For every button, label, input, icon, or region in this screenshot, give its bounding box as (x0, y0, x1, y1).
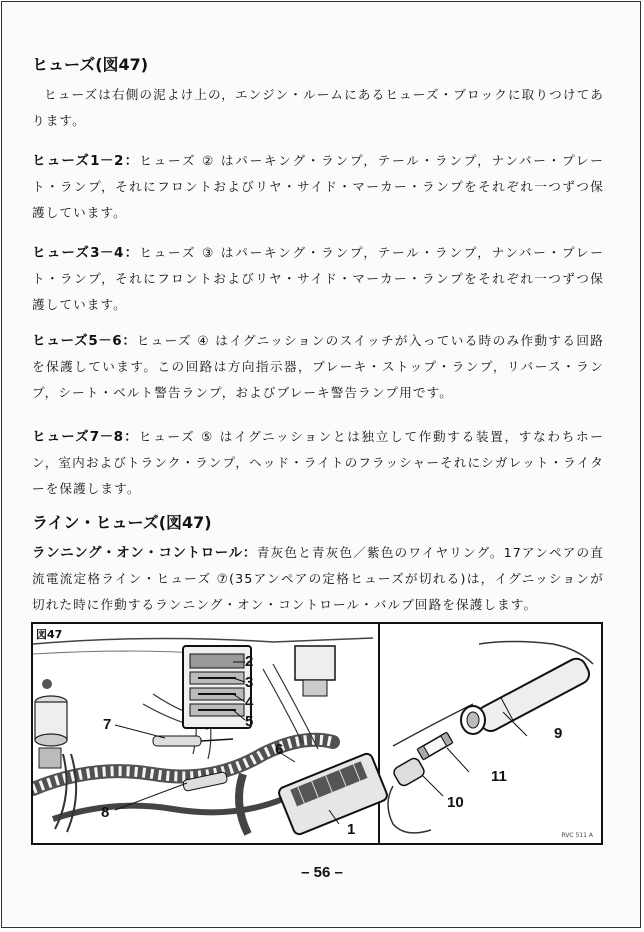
section-heading-line-fuse: ライン・ヒューズ(図47) (32, 513, 212, 532)
callout-4: 4 (245, 694, 254, 711)
line-fuse-paragraph (32, 540, 604, 618)
fuse-item-text: ヒューズ ② はパーキング・ランプ，テール・ランプ，ナンバー・プレート・ランプ，それにフロントおよびリヤ・サイド・マーカー・ランプをそれぞれ一つずつ保護しています。 (32, 153, 604, 220)
line-fuse-label: ランニング・オン・コントロール： (32, 545, 257, 561)
fuse-item-3-4 (32, 240, 604, 318)
figure-47 (31, 622, 603, 845)
figure-label: 図47 (36, 628, 63, 641)
manual-page (1, 1, 641, 928)
fuse-item-label: ヒューズ1－2： (32, 153, 140, 169)
callout-7: 7 (103, 716, 112, 733)
callout-8: 8 (101, 804, 110, 821)
page-number: – 56 – (301, 864, 343, 881)
callout-5: 5 (245, 713, 254, 730)
fuse-item-label: ヒューズ7－8： (32, 429, 139, 445)
fuse-item-text: ヒューズ ⑤ はイグニッションとは独立して作動する装置，すなわちホーン，室内およびトランク・ランプ，ヘッド・ライトのフラッシャーそれにシガレット・ライターを保護します。 (32, 429, 604, 496)
fuse-item-label: ヒューズ5－6： (32, 333, 137, 349)
fuse-item-text: ヒューズ ③ はパーキング・ランプ，テール・ランプ，ナンバー・プレート・ランプ，それにフロントおよびリヤ・サイド・マーカー・ランプをそれぞれ一つずつ保護しています。 (32, 245, 604, 312)
fuse-item-text: ヒューズ ④ はイグニッションのスイッチが入っている時のみ作動する回路を保護しています。この回路は方向指示器，ブレーキ・ストップ・ランプ，リバース・ランプ，シート・ベルト警告ランプ，およびブレーキ警告ランプ用です。 (32, 333, 604, 400)
fuse-illustration (33, 624, 601, 843)
section-heading-fuses: ヒューズ(図47) (32, 55, 149, 74)
callout-1: 1 (347, 821, 356, 838)
callout-3: 3 (245, 674, 254, 691)
fuse-item-5-6 (32, 328, 604, 406)
fuses-intro: ヒューズは右側の泥よけ上の，エンジン・ルームにあるヒューズ・ブロックに取りつけてあります。 (32, 87, 604, 128)
figure-code: RVC 511 A (561, 832, 593, 839)
callout-9: 9 (554, 725, 563, 742)
callout-6: 6 (275, 741, 284, 758)
callout-10: 10 (447, 794, 464, 811)
page-content (32, 54, 604, 618)
line-fuse-text: 青灰色と青灰色／紫色のワイヤリング。17アンペアの直流電流定格ライン・ヒューズ ⑦(35アンペアの定格ヒューズが切れる)は，イグニッションが切れた時に作動するランニング・オン・コントロール・バルブ回路を保護します。 (32, 545, 604, 612)
callout-11: 11 (491, 768, 507, 785)
fuse-item-7-8 (32, 424, 604, 502)
fuse-item-1-2 (32, 148, 604, 226)
callout-2: 2 (245, 653, 254, 670)
fuse-item-label: ヒューズ3－4： (32, 245, 140, 261)
